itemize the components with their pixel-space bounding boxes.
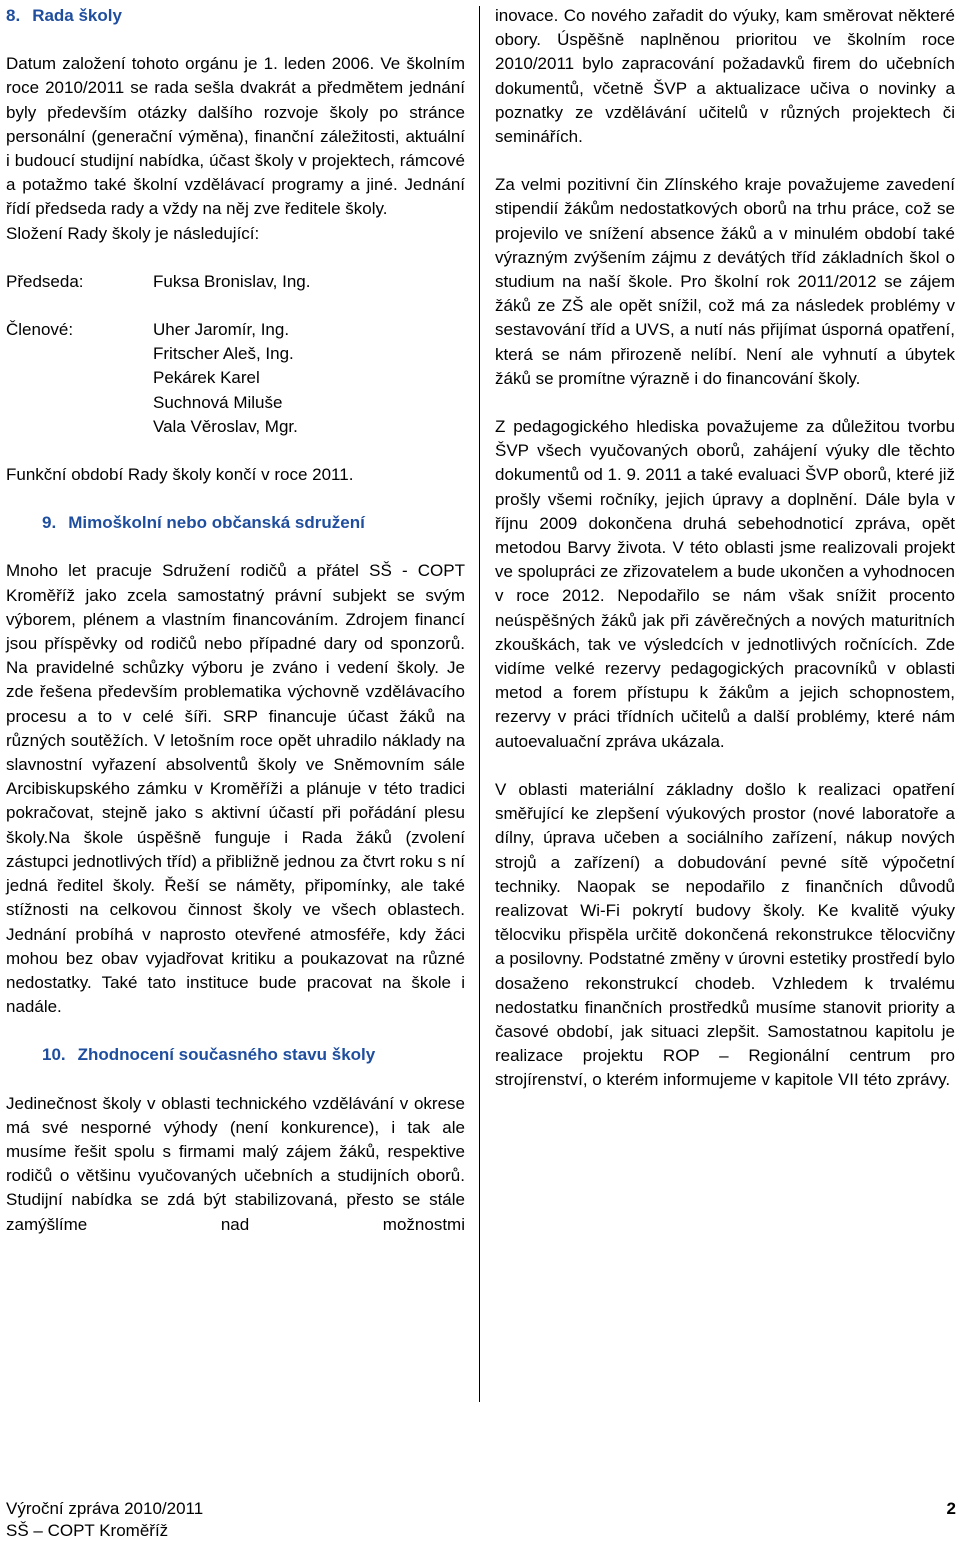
member-name: Pekárek Karel: [153, 368, 260, 388]
section-10-paragraph-4: V oblasti materiální základny došlo k realizaci opatření směřující ke zlepšení výukových prostor (nové laboratoře a dílny, úprava učeben a sociálního zařízení, nákup nových strojů a zařízení) a dobudování pevné sítě výpočetní techniky. Naopak se nepodařilo z finančních důvodů realizovat Wi-Fi pokrytí budovy školy. Ke kvalitě výuky tělocviku přispěla určitě dokončená rekonstrukce tělocvičny a posilovny. Podstatné změny v úrovni estetiky prostředí bylo dosaženo rekonstrukcí chodeb. Vzhledem k trvalému nedostatku finančních prostředků musíme stanovit priority a časové období, jak situaci zlepšit. Samostatnou kapitolu je realizace projektu ROP – Regionální centrum pro strojírenství, o kterém informujeme v kapitole VII této zprávy.: [495, 779, 955, 1090]
section-8-intro: Datum založení tohoto orgánu je 1. leden 2006. Ve školním roce 2010/2011 se rada sešla dvakrát a předmětem jednání byly především otázky dalšího rozvoje školy po stránce personální (generační výměna), finanční záležitosti, aktuální i budoucí studijní nabídka, účast školy v projektech, rámcové a potažmo také školní vzdělávací programy a jiné. Jednání řídí předseda rady a vždy na něj zve ředitele školy.: [6, 54, 465, 219]
council-members: [6, 270, 465, 439]
section-9-body: Mnoho let pracuje Sdružení rodičů a přátel SŠ - COPT Kroměříž jako zcela samostatný právní subjekt se svým výborem, plénem a vlastním financováním. Zdrojem financí jsou příspěvky od rodičů nebo případné dary od sponzorů. Na pravidelné schůzky výboru je zváno i vedení školy. Je zde řešena především problematika výchovně vzdělávacího procesu a to v celé šíři. SRP financuje účast žáků na různých soutěžích. V letošním roce opět uhradilo náklady na slavnostní vyřazení absolventů školy ve Sněmovním sále Arcibiskupského zámku v Kroměříži a plánuje v této tradici pokračovat, stejně jako s aktivní účastí při pořádání plesu školy.Na škole úspěšně funguje i Rada žáků (zvolení zástupci jednotlivých tříd) a přibližně jednou za čtvrt roku s ní jedná ředitel školy. Řeší se náměty, připomínky, ale také stížnosti na celkovou činnost školy ve všech oblastech. Jednání probíhá v naprosto otevřené atmosféře, kdy žáci mohou bez obav vyjadřovat kritiku a poukazovat na různé nedostatky. Také tato instituce bude pracovat na škole i nadále.: [6, 561, 465, 1017]
chair-row: [6, 270, 465, 294]
page-number: 2: [946, 1499, 956, 1518]
section-10-paragraph-1-continued: inovace. Co nového zařadit do výuky, kam směrovat některé obory. Úspěšně naplněnou prioritou ve školním roce 2010/2011 bylo zapracování požadavků firem do učebních dokumentů, včetně ŠVP a aktualizace učiva o novinky a poznatky ze vzdělávání učitelů v různých projektech či seminářích.: [495, 6, 955, 147]
left-column: [6, 4, 465, 1261]
section-8-title: Rada školy: [32, 6, 122, 25]
section-10-number: 10.: [42, 1045, 66, 1065]
members-label: Členové:: [6, 320, 74, 340]
footer-report-title: Výroční zpráva 2010/2011: [6, 1499, 204, 1518]
section-10-paragraph-1: Jedinečnost školy v oblasti technického vzdělávání v okrese má své nesporné výhody (není konkurence), i tak ale musíme řešit spolu s firmami malý zájem žáků, respektive rodičů o většinu vyučovaných učebních a studijních oborů. Studijní nabídka se zdá být stabilizovaná, přesto se stále zamýšlíme nad možnostmi: [6, 1093, 465, 1234]
section-9-heading: [42, 511, 465, 535]
section-10-paragraph-3: Z pedagogického hlediska považujeme za důležitou tvorbu ŠVP všech vyučovaných oborů, zahájení výuky dle těchto dokumentů od 1. 9. 2011 a také evaluaci ŠVP oborů, které již prošly všemi ročníky, jejich úpravy a doplnění. Dále byla v říjnu 2009 dokončena druhá sebehodnoticí zpráva, opět metodou Barvy života. V této oblasti jsme realizovali projekt ve spolupráci ze zřizovatelem a bude ukončen a vyhodnocen v roce 2012. Nepodařilo se nám však snížit procento neúspěšných žáků jak při závěrečných a nových maturitních zkouškách, tak ve výsledcích v jednotlivých ročnících. Zde vidíme velké rezervy pedagogických pracovníků v oblasti metod a forem přístupu k žákům a jejich schopnostem, rezervy v práci třídních učitelů a další problémy, které nám autoevaluační zpráva ukázala.: [495, 417, 955, 751]
column-divider: [479, 6, 480, 1402]
member-name: Fritscher Aleš, Ing.: [153, 344, 294, 364]
council-term-text: Funkční období Rady školy končí v roce 2011.: [6, 465, 354, 485]
members-row: [6, 318, 465, 439]
section-8-heading: [6, 4, 465, 28]
page-footer: [6, 1498, 956, 1542]
section-10-title: Zhodnocení současného stavu školy: [77, 1045, 376, 1065]
section-8-number: 8.: [6, 6, 21, 25]
section-9-title: Mimoškolní nebo občanská sdružení: [68, 513, 365, 533]
member-name: Suchnová Miluše: [153, 392, 283, 412]
members-list: [153, 318, 298, 439]
chair-label: Předseda:: [6, 271, 84, 291]
member-name: Uher Jaromír, Ing.: [153, 320, 290, 340]
chair-name: Fuksa Bronislav, Ing.: [153, 271, 311, 291]
section-10-paragraph-2: Za velmi pozitivní čin Zlínského kraje považujeme zavedení stipendií žákům nedostatkových oborů na trhu práce, což se projevilo ve snížení absence žáků a v minulém období také výrazným zvýšením zájmu z devátých tříd základních škol o studium na naší škole. Pro školní rok 2011/2012 se zájem žáků ze ZŠ ale opět snížil, což má za následek problémy v sestavování tříd a UVS, a nutí nás přijímat úsporná opatření, která se nám přirozeně nelíbí. Není ale vyhnutí a úbytek žáků se promítne výrazně i do financování školy.: [495, 175, 955, 388]
footer-school-name: SŠ – COPT Kroměříž: [6, 1521, 169, 1540]
right-column: [495, 4, 955, 1117]
member-name: Vala Věroslav, Mgr.: [153, 416, 298, 436]
council-composition-text: Složení Rady školy je následující:: [6, 223, 260, 243]
section-9-number: 9.: [42, 513, 57, 533]
section-10-heading: [42, 1043, 465, 1067]
